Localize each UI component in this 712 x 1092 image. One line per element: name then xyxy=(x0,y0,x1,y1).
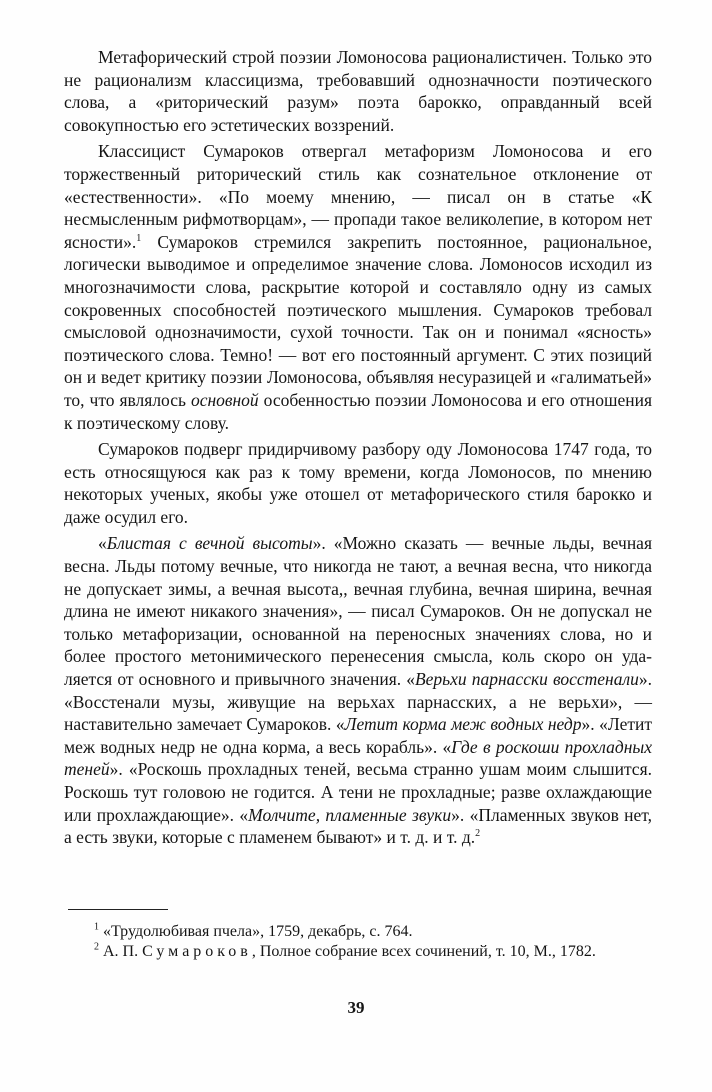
text-span: Сумароков xyxy=(142,943,252,960)
quoted-verse: основной xyxy=(190,389,259,410)
footnote xyxy=(64,942,652,962)
paragraph xyxy=(64,438,652,528)
text-span: Сумароков стремился закрепить постоянное, рациональное, логически выводимое и определимое значение слова. Ломоносов исходил из многозначимости слова, раскрытие которой и составляло одну из самых сокровенных способностей поэтического мышления. Сумароков требовал смысловой однозначимости, сухой точности. Так он и понимал «ясность» поэтического слова. Темно! — вот его постоянный аргумент. С этих позиций он и ведет критику поэзии Ломоносова, объявляя несуразицей и «галиматьей» то, что являлось xyxy=(64,231,652,410)
text-span: Метафорический строй поэзии Ломоносова рационалистичен. Только это не рационализм классицизма, требовавший однозначности поэтического слова, а «риторический разум» поэта барокко, оправданный всей совокупностью его эстетических воззрений. xyxy=(64,47,652,135)
paragraph xyxy=(64,140,652,434)
quoted-verse: Блистая с вечной высоты xyxy=(106,533,313,554)
quoted-verse: Молчите, пламенные звуки xyxy=(248,804,452,825)
text-span: « xyxy=(98,533,107,554)
footnote-marker: 1 xyxy=(94,921,99,933)
text-span: , Полное собрание всех сочинений, т. 10, М., 1782. xyxy=(251,943,596,960)
footnote-marker: 1 xyxy=(136,232,142,244)
text-span: особенностью поэзии Ломоносова и его отношения к поэтическому слову. xyxy=(64,389,652,433)
footnote-marker: 2 xyxy=(94,941,99,953)
main-text xyxy=(64,46,652,849)
paragraph xyxy=(64,532,652,848)
text-span: «Трудолюбивая пчела», 1759, декабрь, с. 764. xyxy=(99,923,413,940)
text-span: ». «Роскошь прохладных теней, весьма странно ушам моим слышится. Роскошь тут головою не годится. А тени не прохладные; разве охлаждающие или прохлаждающие». « xyxy=(64,759,652,825)
quoted-verse: Верьхи парнасски восстенали xyxy=(414,669,639,690)
text-span: ». «Летит меж водных недр не одна корма, а весь корабль». « xyxy=(64,714,652,757)
footnote-divider xyxy=(68,909,168,910)
paragraph xyxy=(64,46,652,136)
text-span: Сумароков подверг придирчивому разбору оду Ломоносова 1747 года, то есть относящуюся как раз к тому времени, когда Ломоносов, по мнению некоторых ученых, якобы уже отошел от метафорического стиля барокко и даже осудил его. xyxy=(64,439,652,527)
footnotes xyxy=(64,922,652,962)
text-span: ». «Пламенных звуков нет, а есть звуки, которые с пламенем бывают» и т. д. и т. д. xyxy=(64,804,653,848)
text-span: А. П. xyxy=(99,943,143,960)
quoted-verse: Летит корма меж водных недр xyxy=(344,714,582,735)
quoted-verse: Где в роскоши прохладных теней xyxy=(64,736,652,780)
footnote xyxy=(64,922,652,942)
text-span: ». «Можно сказать — вечные льды, вечная весна. Льды потому вечные, что никогда не тают, а вечная весна, что никогда не допускает зимы, а вечная высота,, вечная глубина, вечная ширина, вечная длина не имеют никакого значения», — писал Сумароков. Он не допускал не только метафоризации, основанной на переносных значениях слова, но и более простого метонимического перенесения смысла, коль скоро он удаляется от основного и привычного значения. « xyxy=(64,533,652,690)
text-span: Классицист Сумароков отвергал метафоризм Ломоносова и его торжественный риторический стиль как сознательное отклонение от «естественности». «По моему мнению, — писал он в статье «К несмысленным рифмотворцам», — пропади такое великолепие, в котором нет ясности». xyxy=(64,141,652,252)
text-span: ». «Восстенали музы, живущие на верьхах парнасских, а не верьхи», — наставительно замечает Сумароков. « xyxy=(64,669,652,735)
page-number: 39 xyxy=(347,998,365,1017)
footnote-marker: 2 xyxy=(475,828,481,840)
